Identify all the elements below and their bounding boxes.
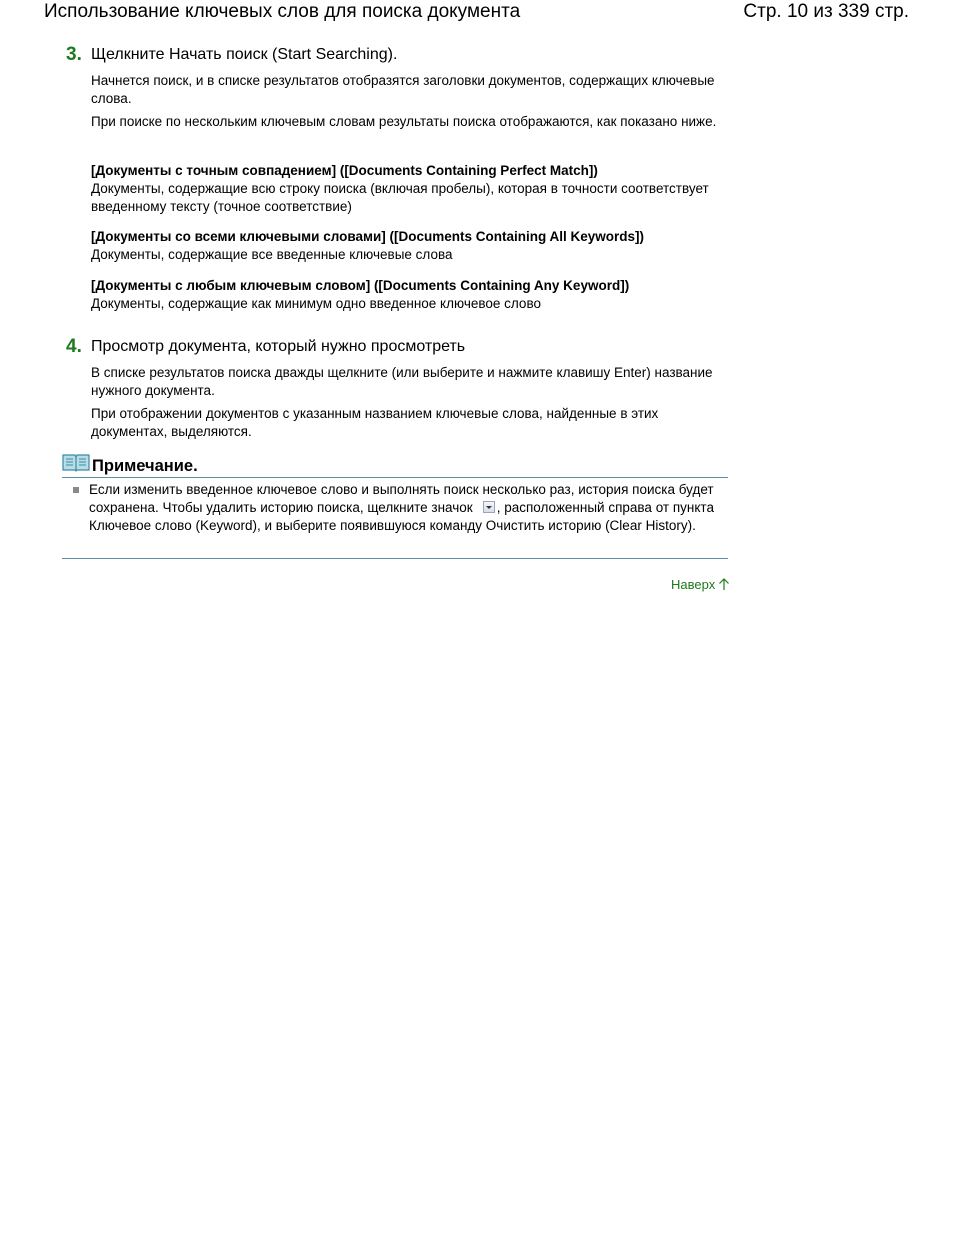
step-paragraph: Начнется поиск, и в списке результатов отобразятся заголовки документов, содержащих ключевые слова. — [91, 73, 715, 106]
dropdown-arrow-icon — [483, 501, 495, 513]
step-paragraph: В списке результатов поиска дважды щелкните (или выберите и нажмите клавишу Enter) название нужного документа. — [91, 365, 713, 398]
step-title: Щелкните Начать поиск (Start Searching). — [91, 46, 398, 63]
result-category-heading: [Документы со всеми ключевыми словами] ([Documents Containing All Keywords]) — [91, 229, 645, 244]
note-text-part: Если изменить введенное ключевое слово и выполнять поиск несколько раз, история поиска будет сохранена. Чтобы удалить историю поиска, щелкните значок — [89, 482, 714, 515]
step-paragraph: При отображении документов с указанным названием ключевые слова, найденные в этих документах, выделяются. — [91, 406, 659, 439]
step-title: Просмотр документа, который нужно просмотреть — [91, 338, 466, 355]
note-divider — [62, 558, 728, 559]
result-category — [91, 162, 721, 216]
result-category — [91, 228, 721, 264]
step-paragraph: При поиске по нескольким ключевым словам результаты поиска отображаются, как показано ниже. — [91, 114, 717, 129]
note-title: Примечание. — [92, 457, 198, 475]
note-divider — [62, 477, 728, 478]
step-number: 4. — [66, 336, 82, 357]
up-arrow-icon — [718, 578, 730, 591]
result-category-heading: [Документы с точным совпадением] ([Documents Containing Perfect Match]) — [91, 163, 598, 178]
result-category-description: Документы, содержащие как минимум одно введенное ключевое слово — [91, 296, 541, 311]
result-category-description: Документы, содержащие все введенные ключевые слова — [91, 247, 453, 262]
back-to-top-link[interactable] — [671, 576, 730, 594]
result-category-description: Документы, содержащие всю строку поиска (включая пробелы), которая в точности соответствует введенному тексту (точное соответствие) — [91, 181, 709, 214]
note-text-part: , расположенный справа от пункта Ключевое слово (Keyword), и выберите появившуюся команду Очистить историю (Clear History). — [89, 500, 714, 533]
result-category-heading: [Документы с любым ключевым словом] ([Documents Containing Any Keyword]) — [91, 278, 630, 293]
step-number: 3. — [66, 44, 82, 65]
back-to-top-label: Наверх — [671, 577, 716, 592]
page-indicator: Стр. 10 из 339 стр. — [743, 1, 909, 22]
bullet-icon — [73, 487, 79, 493]
result-category — [91, 277, 721, 313]
page-title: Использование ключевых слов для поиска документа — [44, 1, 521, 22]
open-book-icon — [62, 452, 90, 472]
note-text — [89, 481, 721, 535]
